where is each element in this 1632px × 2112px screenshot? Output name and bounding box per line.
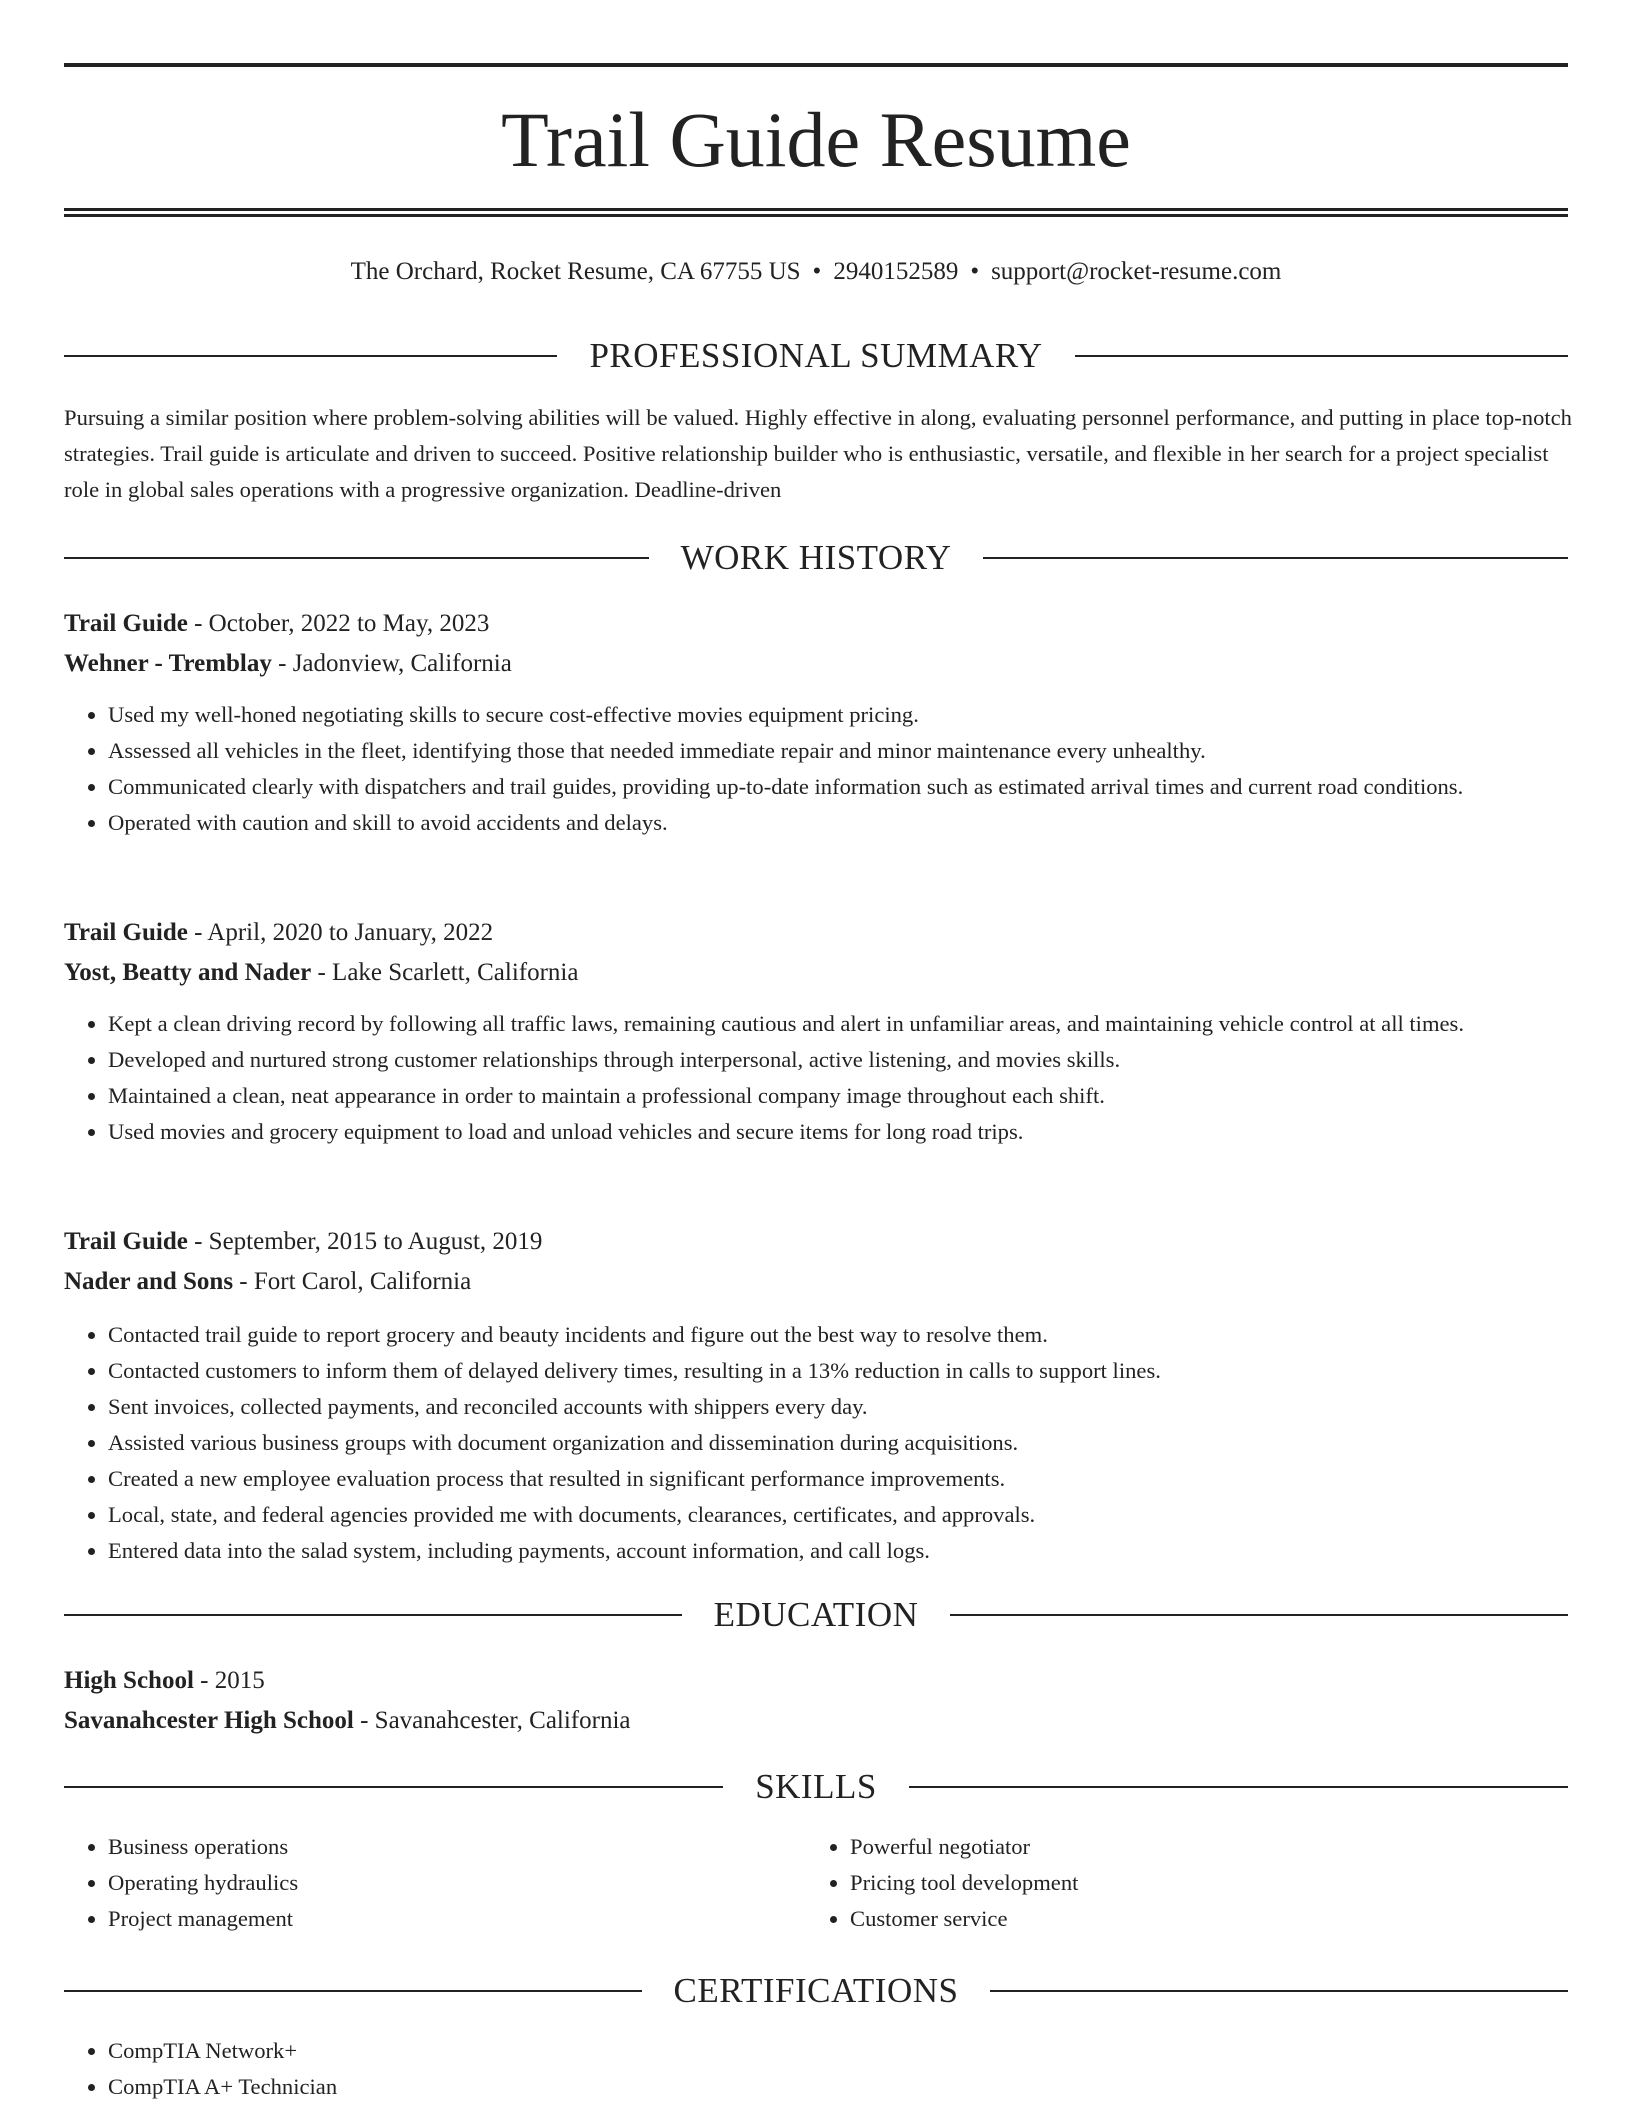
- resume-title: Trail Guide Resume: [501, 96, 1131, 183]
- section-heading-work: [64, 538, 1568, 578]
- skill-item: • Business operations: [108, 1829, 764, 1865]
- list-item: • Contacted customers to inform them of delayed delivery times, resulting in a 13% reduction in calls to support lines.: [108, 1353, 1574, 1389]
- list-item: • Used movies and grocery equipment to load and unload vehicles and secure items for long road trips.: [108, 1114, 1574, 1150]
- top-rule: [64, 63, 1568, 67]
- contact-phone: 2940152589: [833, 258, 959, 285]
- job-bullets: [64, 1006, 1574, 1150]
- heading-rule: [909, 1786, 1568, 1788]
- job-location: - Jadonview, California: [271, 650, 512, 677]
- skill-item: • Pricing tool development: [850, 1865, 1506, 1901]
- certification-item: • CompTIA A+ Technician: [108, 2069, 1574, 2105]
- section-heading-summary: [64, 336, 1568, 376]
- contact-address: The Orchard, Rocket Resume, CA 67755 US: [350, 258, 801, 285]
- job-company: Nader and Sons: [64, 1268, 234, 1295]
- section-heading-text: SKILLS: [755, 1767, 877, 1806]
- job-title-line: [64, 604, 1574, 644]
- contact-separator: •: [970, 258, 980, 285]
- heading-rule: [983, 557, 1568, 559]
- list-item: • Sent invoices, collected payments, and reconciled accounts with shippers every day.: [108, 1389, 1574, 1425]
- job-location: - Lake Scarlett, California: [311, 959, 579, 986]
- list-item: • Entered data into the salad system, including payments, account information, and call logs.: [108, 1533, 1574, 1569]
- list-item: • Local, state, and federal agencies provided me with documents, clearances, certificates, and approvals.: [108, 1497, 1574, 1533]
- list-item: • Used my well-honed negotiating skills to secure cost-effective movies equipment pricing.: [108, 697, 1574, 733]
- section-heading-text: CERTIFICATIONS: [673, 1971, 959, 2010]
- list-item: • Assessed all vehicles in the fleet, identifying those that needed immediate repair and minor maintenance every unhealthy.: [108, 733, 1574, 769]
- heading-rule: [950, 1614, 1568, 1616]
- summary-text: Pursuing a similar position where problem-solving abilities will be valued. Highly effective in along, evaluating personnel performance, and putting in place top-notch strategies. Trail guide is articulate and driven to succeed. Positive relationship builder who is enthusiastic, versatile, and flexible in her search for a project specialist role in global sales operations with a progressive organization. Deadline-driven: [64, 405, 1572, 502]
- job-title: Trail Guide: [64, 919, 188, 946]
- job-company-line: [64, 644, 1574, 684]
- skills-right-column: [806, 1829, 1506, 1937]
- job-entry: [64, 604, 1574, 684]
- education-degree: High School: [64, 1667, 194, 1694]
- section-heading-text: WORK HISTORY: [680, 538, 952, 577]
- job-entry: [64, 913, 1574, 993]
- job-dates: - April, 2020 to January, 2022: [187, 919, 494, 946]
- job-company-line: [64, 1262, 1574, 1302]
- list-item: • Communicated clearly with dispatchers and trail guides, providing up-to-date information such as estimated arrival times and current road conditions.: [108, 769, 1574, 805]
- skill-item: • Project management: [108, 1901, 764, 1937]
- list-item: • Developed and nurtured strong customer relationships through interpersonal, active listening, and movies skills.: [108, 1042, 1574, 1078]
- contact-separator: •: [812, 258, 822, 285]
- job-bullets: [64, 697, 1574, 841]
- title-double-rule: [64, 208, 1568, 217]
- list-item: • Kept a clean driving record by following all traffic laws, remaining cautious and alert in unfamiliar areas, and maintaining vehicle control at all times.: [108, 1006, 1574, 1042]
- job-dates: - October, 2022 to May, 2023: [187, 610, 490, 637]
- education-location: - Savanahcester, California: [353, 1707, 631, 1734]
- certifications-list: [64, 2033, 1574, 2105]
- heading-rule: [64, 1614, 682, 1616]
- section-heading-text: EDUCATION: [713, 1595, 919, 1634]
- job-dates: - September, 2015 to August, 2019: [187, 1228, 543, 1255]
- education-school: Savanahcester High School: [64, 1707, 354, 1734]
- list-item: • Operated with caution and skill to avoid accidents and delays.: [108, 805, 1574, 841]
- heading-rule: [64, 557, 649, 559]
- list-item: • Created a new employee evaluation process that resulted in significant performance improvements.: [108, 1461, 1574, 1497]
- section-heading-skills: [64, 1767, 1568, 1807]
- list-item: • Maintained a clean, neat appearance in order to maintain a professional company image throughout each shift.: [108, 1078, 1574, 1114]
- contact-email: support@rocket-resume.com: [991, 258, 1282, 285]
- job-company: Wehner - Tremblay: [64, 650, 272, 677]
- contact-line: [64, 254, 1568, 290]
- education-entry: [64, 1661, 1574, 1741]
- education-school-line: [64, 1701, 1574, 1741]
- job-company: Yost, Beatty and Nader: [64, 959, 312, 986]
- heading-rule: [1075, 355, 1568, 357]
- list-item: • Contacted trail guide to report grocery and beauty incidents and figure out the best way to resolve them.: [108, 1317, 1574, 1353]
- skills-left-column: [64, 1829, 764, 1937]
- heading-rule: [64, 1786, 723, 1788]
- skill-item: • Powerful negotiator: [850, 1829, 1506, 1865]
- section-heading-text: PROFESSIONAL SUMMARY: [589, 336, 1043, 375]
- job-location: - Fort Carol, California: [233, 1268, 472, 1295]
- section-heading-certifications: [64, 1971, 1568, 2011]
- job-title: Trail Guide: [64, 610, 188, 637]
- job-bullets: [64, 1317, 1574, 1569]
- job-title: Trail Guide: [64, 1228, 188, 1255]
- education-degree-line: [64, 1661, 1574, 1701]
- job-title-line: [64, 1222, 1574, 1262]
- education-year: - 2015: [193, 1667, 265, 1694]
- skill-item: • Operating hydraulics: [108, 1865, 764, 1901]
- section-heading-education: [64, 1595, 1568, 1635]
- job-title-line: [64, 913, 1574, 953]
- job-entry: [64, 1222, 1574, 1302]
- list-item: • Assisted various business groups with document organization and dissemination during acquisitions.: [108, 1425, 1574, 1461]
- job-company-line: [64, 953, 1574, 993]
- heading-rule: [990, 1990, 1568, 1992]
- heading-rule: [64, 355, 557, 357]
- certification-item: • CompTIA Network+: [108, 2033, 1574, 2069]
- heading-rule: [64, 1990, 642, 1992]
- skill-item: • Customer service: [850, 1901, 1506, 1937]
